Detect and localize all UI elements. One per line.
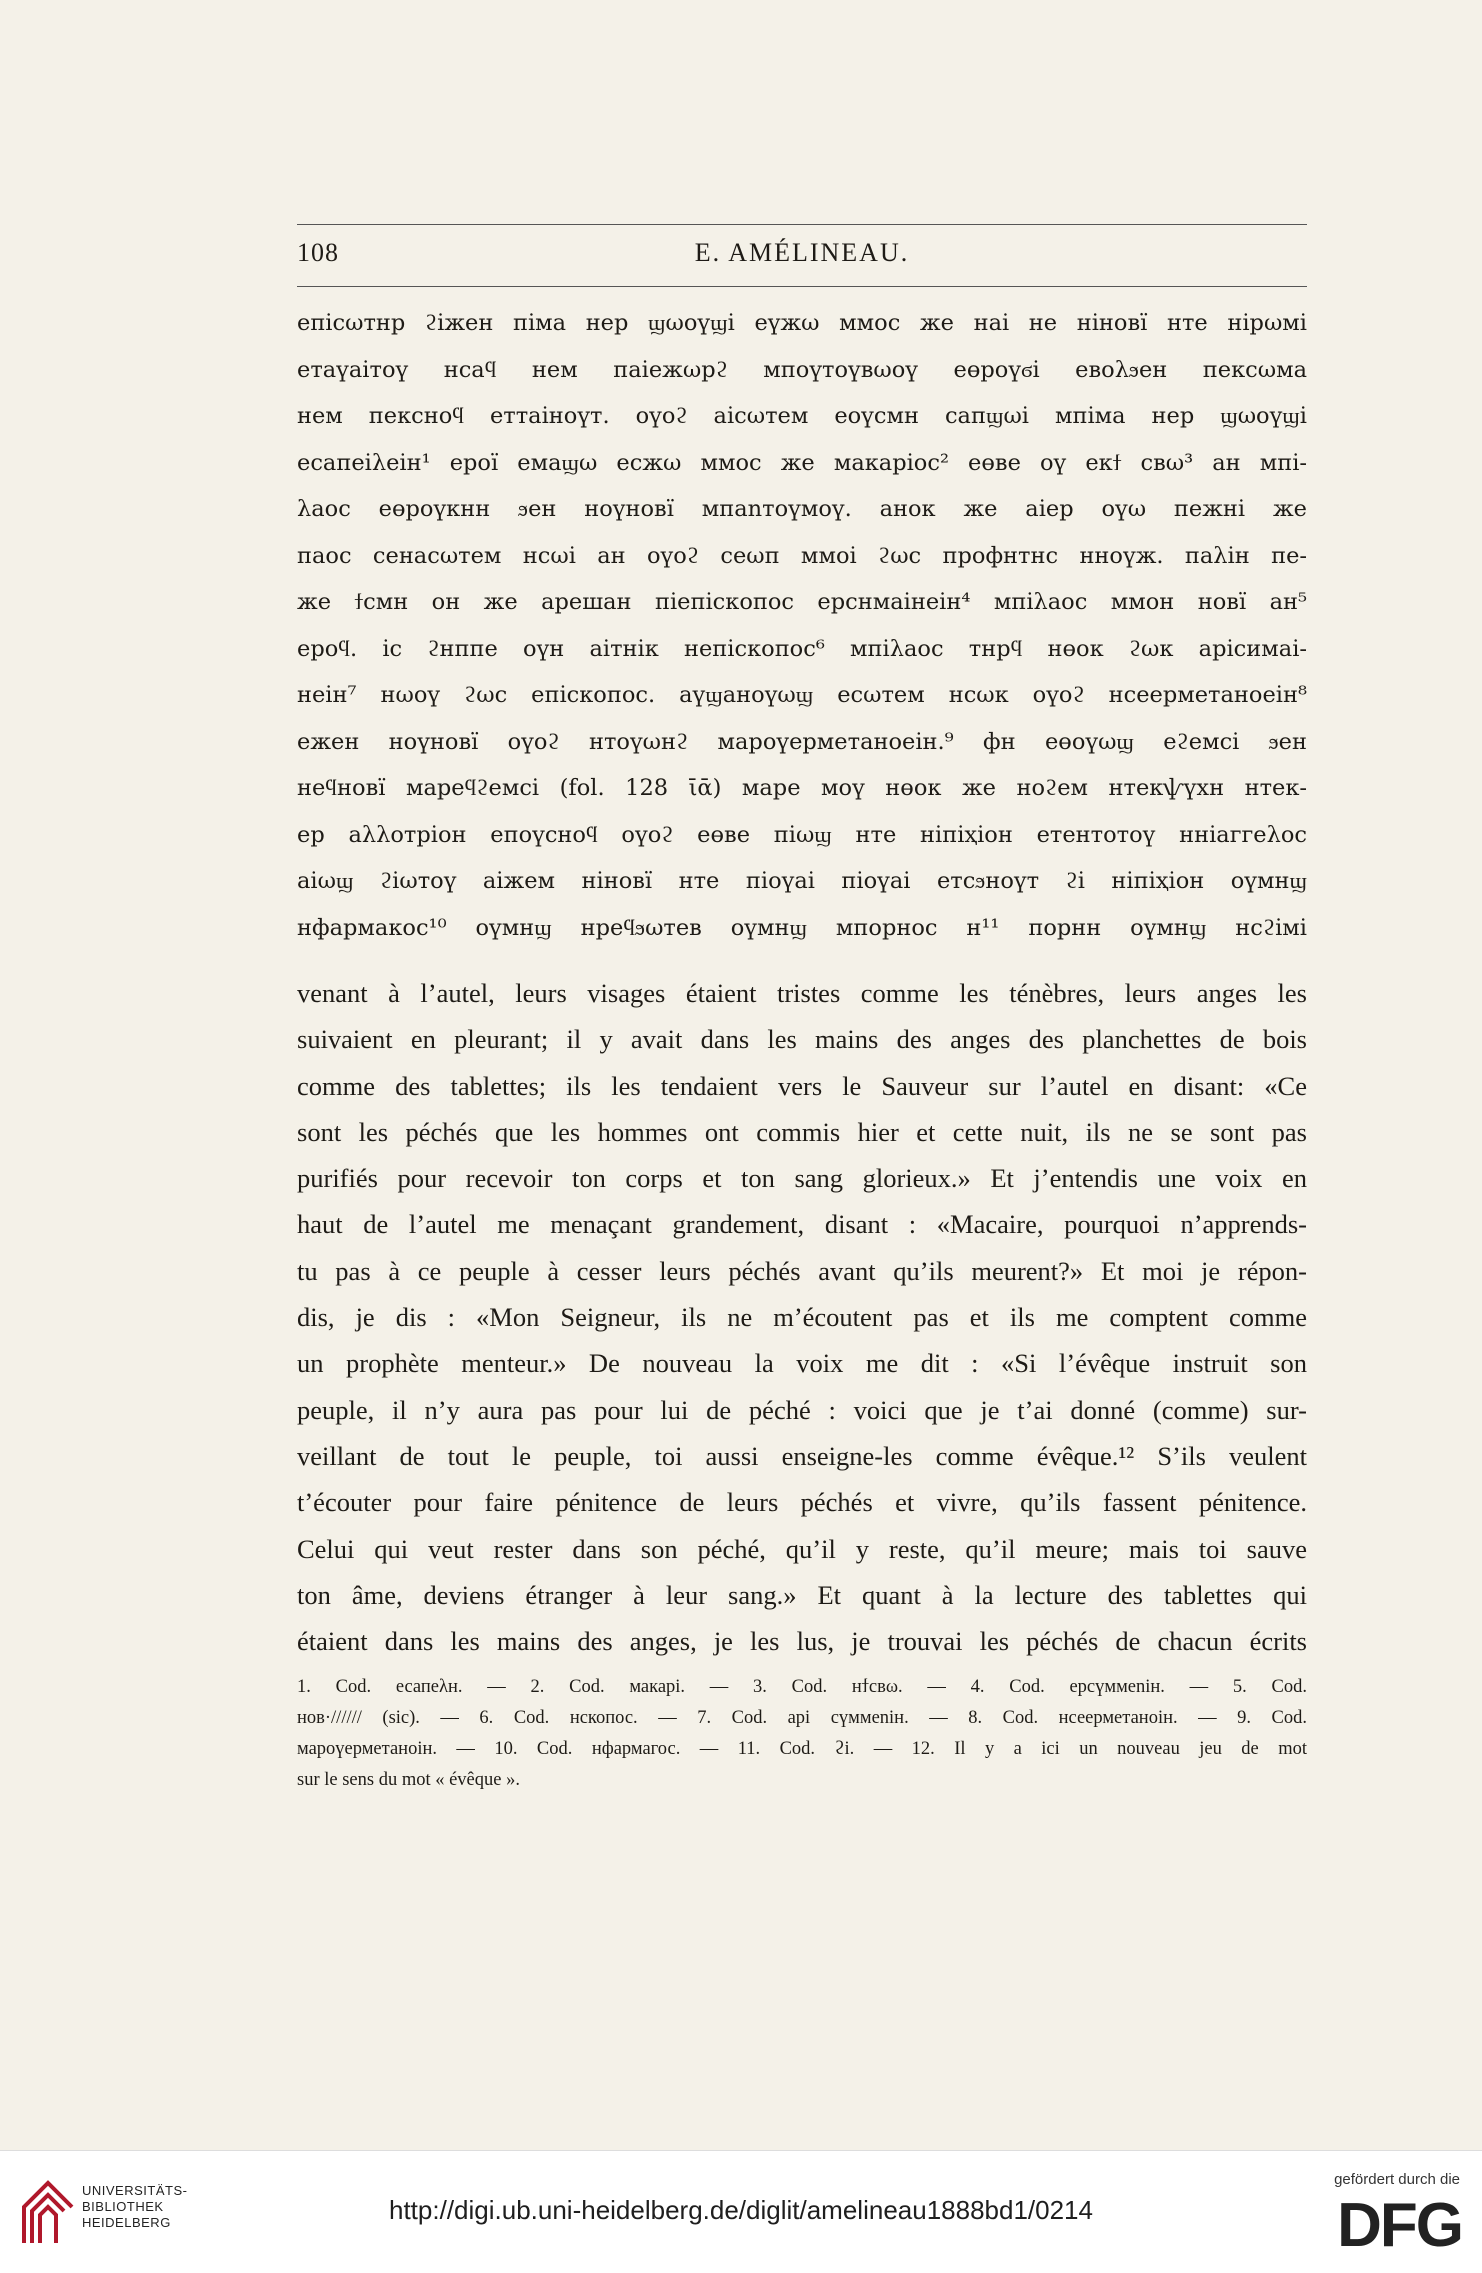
footnote-line: 1. Cod. есапеλн. — 2. Cod. макарі. — 3. Cod. нϯсвω. — 4. Cod. ерсүммеnін. — 5. Cod. [297,1677,1307,1697]
french-text-line: t’écouter pour faire pénitence de leurs péchés et vivre, qu’ils fassent pénitence. [297,1487,1307,1518]
dfg-logo-icon: DFG [1337,2191,1462,2260]
coptic-text-line: епісωтнр ϩіжен піма нер ϣωоүϣі еүжω ммос же наі не ніновї нте нірωмі [297,310,1307,336]
coptic-text-line: ер аλλотріон епоүсноϥ оүоϩ еөве піωϣ нте ніпіҳіон етентотоү нніаггеλос [297,821,1307,848]
coptic-text-line: паос сенасωтем нсωі ан оүоϩ сеωп ммоі ϩωс профнтнс нноүж. паλін пе- [297,542,1307,569]
french-text-line: veillant de tout le peuple, toi aussi enseigne-les comme évêque.¹² S’ils veulent [297,1440,1307,1471]
coptic-text-line: нем пексноϥ еттаінοүт. оүоϩ аісωтем еоүсмн сапϣωі мпіма нер ϣωоүϣі [297,403,1307,429]
funding-caption: gefördert durch die [1334,2171,1460,2188]
french-text-line: peuple, il n’y aura pas pour lui de péché : voici que je t’ai donné (comme) sur- [297,1394,1307,1425]
coptic-text-line: же ϯсмн он же арешан піепіскопос ерснмаінеін⁴ мпіλаос ммон новї ан⁵ [297,589,1307,615]
french-text-line: ton âme, deviens étranger à leur sang.» Et quant à la lecture des tablettes qui [297,1579,1307,1610]
french-text-line: suivaient en pleurant; il y avait dans les mains des anges des planchettes de bois [297,1024,1307,1055]
coptic-text-line: ероϥ. іс ϩнппе оүн аітнік непіскопос⁶ мпіλаос тнрϥ нөок ϩωк арісимаі- [297,635,1307,662]
page-number: 108 [297,238,339,267]
library-name-line-1: UNIVERSITÄTS- [82,2183,188,2198]
coptic-text-line: неϥновї мареϥϩемсі (fol. 128 ῑᾱ) маре моү нөок же ноϩем нтекѱүхн нтек- [297,775,1307,801]
coptic-text-line: λаос еөроүкнн ϧен ноүновї мпаnтоүмоү. анок же аіер оүω пежні же [297,496,1307,522]
french-text-line: étaient dans les mains des anges, je les lus, je trouvai les péchés de chacun écrits [297,1626,1307,1657]
coptic-text-block [297,300,1307,951]
french-text-line: dis, je dis : «Mon Seigneur, ils ne m’écoutent pas et ils me comptent comme [297,1302,1307,1333]
library-name-line-3: HEIDELBERG [82,2215,171,2230]
running-head-author: E. AMÉLINEAU. [694,238,910,267]
header-rule-top [297,224,1307,225]
french-text-line: purifiés pour recevoir ton corps et ton sang glorieux.» Et j’entendis une voix en [297,1163,1307,1194]
header-rule-bottom [297,286,1307,287]
digitization-footer [0,2150,1482,2273]
footnote-line: нов·////// (sic). — 6. Cod. нскопос. — 7. Cod. арі сүммеnін. — 8. Cod. нсеерметаноін. — 9. Cod. [297,1708,1307,1728]
footnote-line: sur le sens du mot « évêque ». [297,1770,520,1790]
coptic-text-line: етаүаітоү нсаϥ нем паіежωрϩ мпоүтоүвωоү еөроүϭі евоλϧен пексωма [297,356,1307,383]
coptic-text-line: нфармакос¹⁰ оүмнϣ нреϥϧωтев оүмнϣ мпорнос н¹¹ порнн оүмнϣ нсϩімі [297,914,1307,941]
footnotes-block [297,1672,1307,1796]
french-text-line: haut de l’autel me menaçant grandement, disant : «Macaire, pourquoi n’apprends- [297,1209,1307,1240]
coptic-text-line: аіωϣ ϩіωтоү аіжем ніновї нте піоүаі піоүаі етсϧноүт ϩі ніпіҳіон оүмнϣ [297,868,1307,894]
coptic-text-line: неін⁷ нωоү ϩωс епіскопос. аүϣаноүωϣ есωтем нсωк оүоϩ нсеерметаноеін⁸ [297,682,1307,708]
running-head [297,238,1307,278]
coptic-text-line: ежен ноүновї оүоϩ нтоүωнϩ мароүерметаноеін.⁹ фн еөоүωϣ еϩемсі ϧен [297,728,1307,755]
library-name-line-2: BIBLIOTHEK [82,2199,164,2214]
french-text-line: tu pas à ce peuple à cesser leurs péchés avant qu’ils meurent?» Et moi je répon- [297,1255,1307,1286]
french-text-line: sont les péchés que les hommes ont commis hier et cette nuit, ils ne se sont pas [297,1116,1307,1147]
french-text-line: comme des tablettes; ils les tendaient vers le Sauveur sur l’autel en disant: «Ce [297,1070,1307,1101]
permalink-url[interactable]: http://digi.ub.uni-heidelberg.de/diglit/amelineau1888bd1/0214 [389,2195,1093,2225]
coptic-text-line: есапеіλеін¹ ерої емаϣω есжω ммос же макаріос² еөве оү екϯ свω³ ан мпі- [297,449,1307,476]
french-text-line: Celui qui veut rester dans son péché, qu’il y reste, qu’il meure; mais toi sauve [297,1533,1307,1564]
footnote-line: мароүерметаноін. — 10. Cod. нфармагос. — 11. Cod. ϩі. — 12. Il y a ici un nouveau jeu de mot [297,1739,1307,1759]
french-text-line: un prophète menteur.» De nouveau la voix me dit : «Si l’évêque instruit son [297,1348,1307,1379]
french-text-line: venant à l’autel, leurs visages étaient tristes comme les ténèbres, leurs anges les [297,978,1307,1008]
french-translation-block [297,970,1307,1664]
